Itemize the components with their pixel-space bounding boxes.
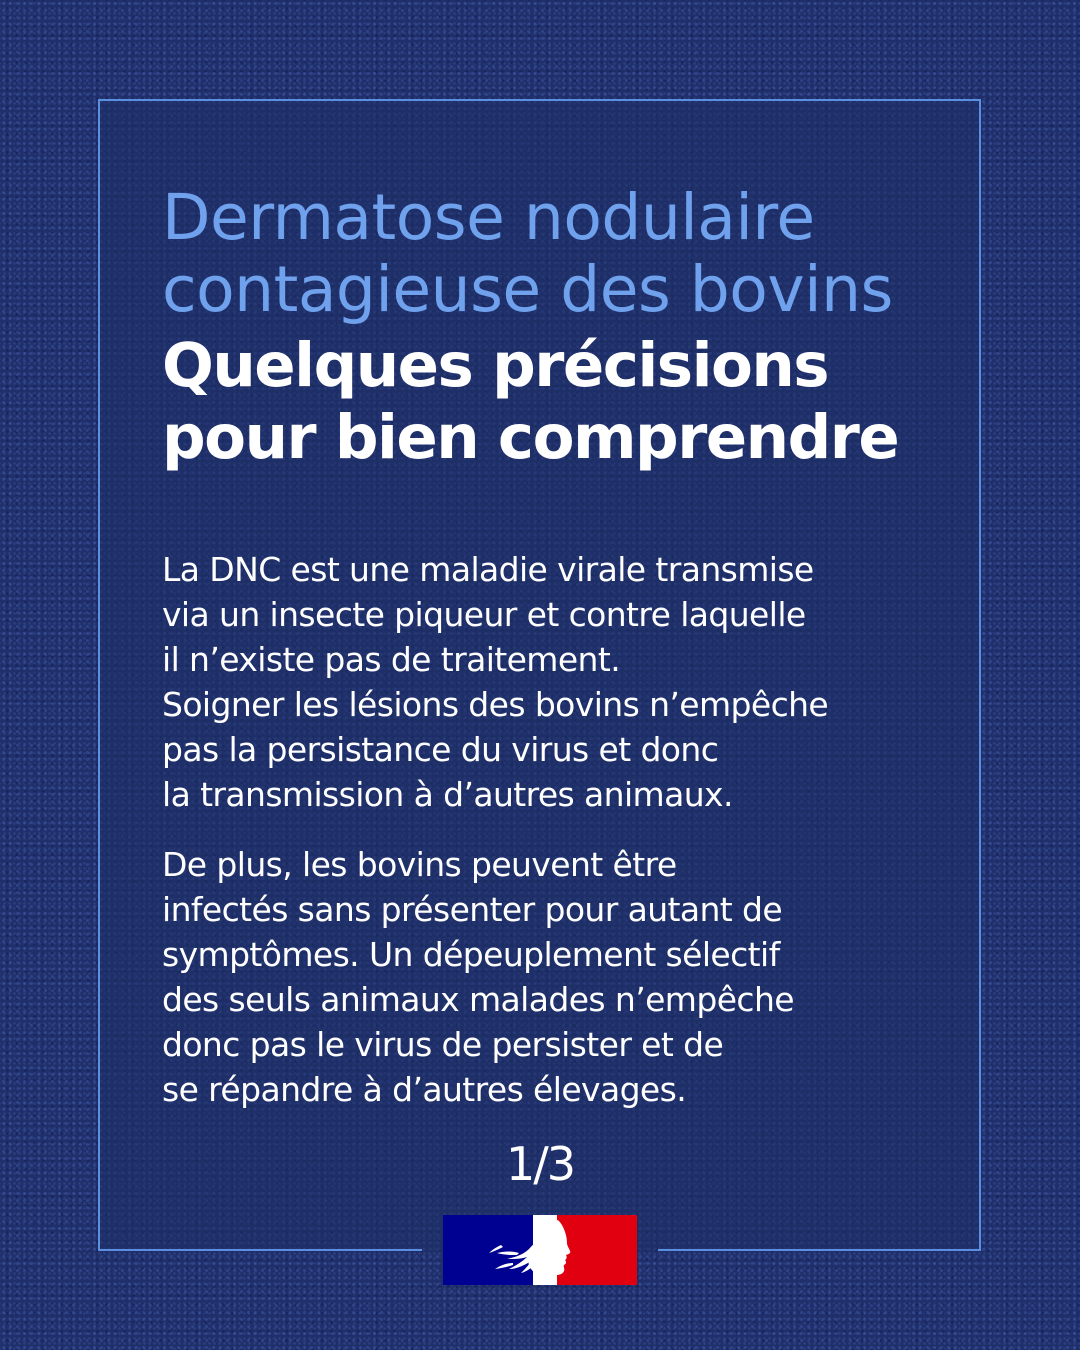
paragraph-line: symptômes. Un dépeuplement sélectif [162, 935, 780, 974]
paragraph-line: infectés sans présenter pour autant de [162, 890, 783, 929]
paragraph-line: La DNC est une maladie virale transmise [162, 550, 814, 589]
paragraph-2 [162, 842, 942, 1112]
paragraph-line: donc pas le virus de persister et de [162, 1025, 724, 1064]
paragraph-line: Soigner les lésions des bovins n’empêche [162, 685, 829, 724]
paragraph-line: via un insecte piqueur et contre laquelle [162, 595, 806, 634]
paragraph-1 [162, 547, 942, 817]
paragraph-line: la transmission à d’autres animaux. [162, 775, 733, 814]
paragraph-line: pas la persistance du virus et donc [162, 730, 719, 769]
subtitle-line: pour bien comprendre [162, 402, 899, 473]
paragraph-line: il n’existe pas de traitement. [162, 640, 621, 679]
main-title-line: contagieuse des bovins [162, 253, 893, 326]
frame-bottom-right-line [658, 1249, 981, 1251]
title-block [162, 182, 962, 474]
subtitle-line: Quelques précisions [162, 330, 829, 401]
paragraph-line: se répandre à d’autres élevages. [162, 1070, 687, 1109]
main-title-line: Dermatose nodulaire [162, 181, 815, 254]
page-indicator: 1/3 [505, 1137, 575, 1191]
frame-bottom-left-line [98, 1249, 422, 1251]
subtitle [162, 330, 962, 474]
main-title [162, 182, 962, 326]
marianne-flag-icon [443, 1215, 637, 1285]
paragraph-line: De plus, les bovins peuvent être [162, 845, 677, 884]
marianne-profile-icon [443, 1215, 637, 1285]
paragraph-line: des seuls animaux malades n’empêche [162, 980, 794, 1019]
